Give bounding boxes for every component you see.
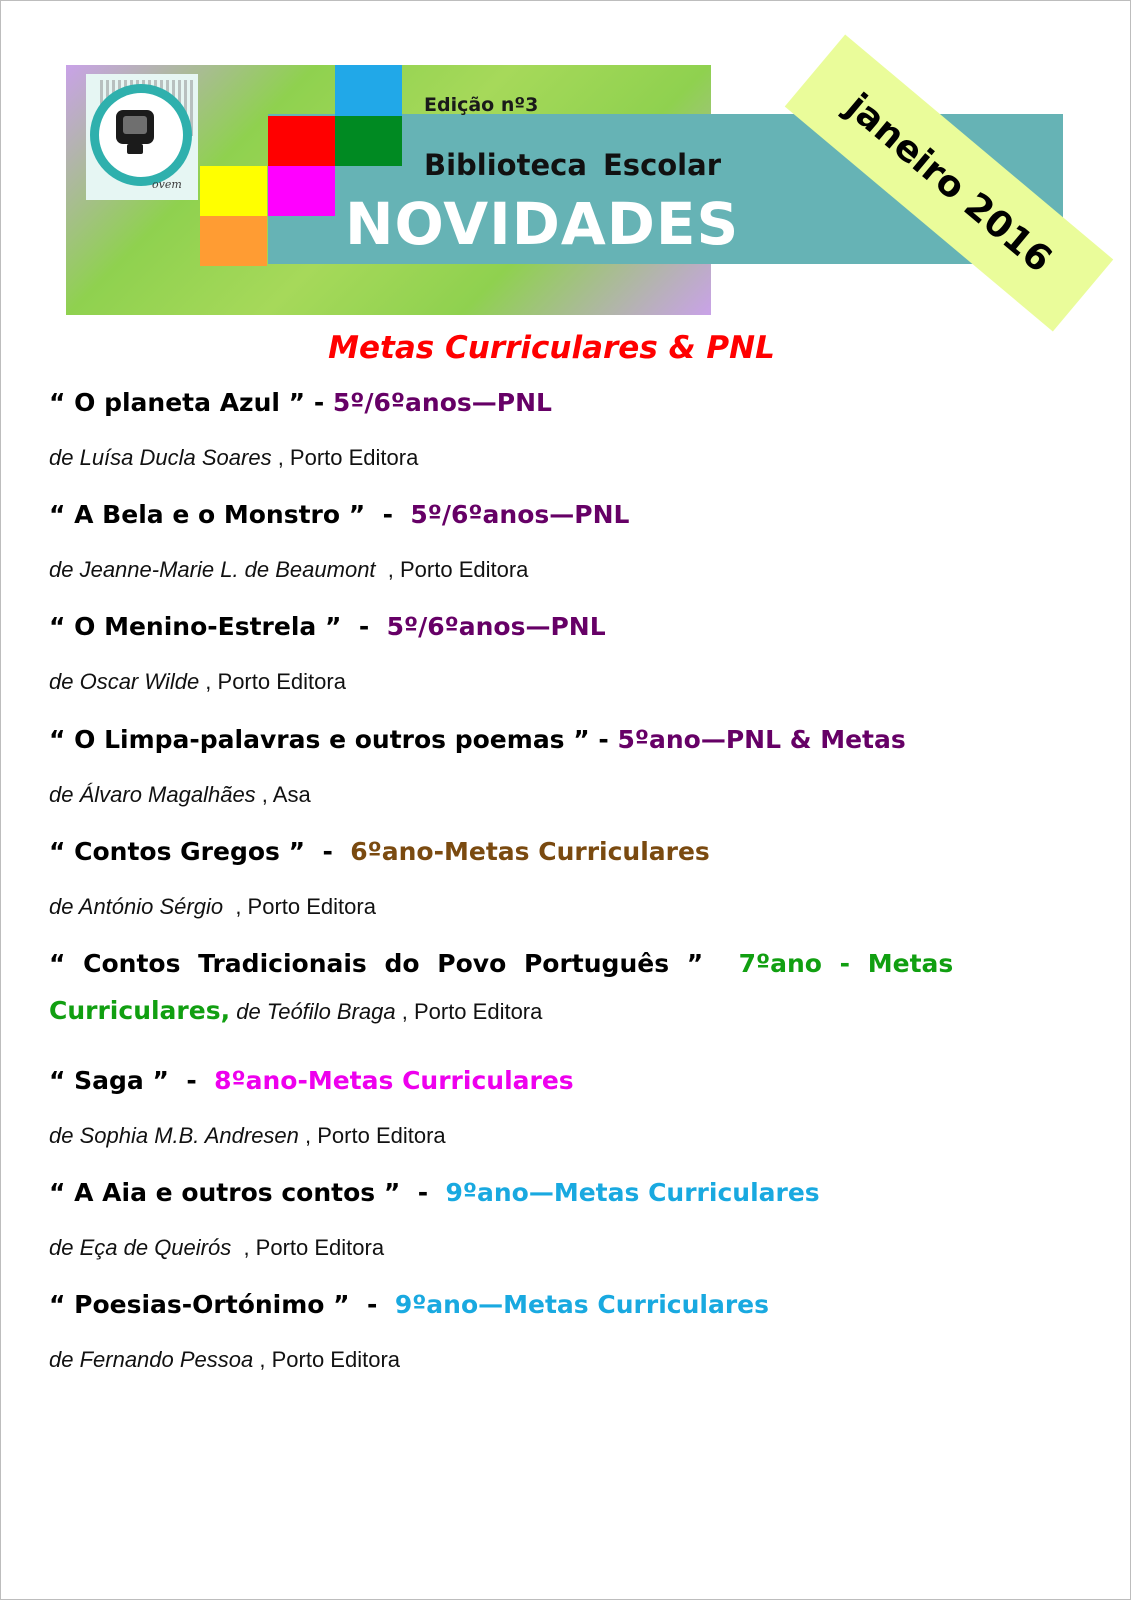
- school-level: 8ºano-Metas Curriculares: [214, 1066, 574, 1095]
- title-separator: -: [305, 837, 351, 866]
- book-title: “ Poesias-Ortónimo ”: [49, 1290, 350, 1319]
- author-name: de Fernando Pessoa: [49, 1347, 254, 1372]
- book-title-line: [49, 837, 1059, 866]
- book-entry: [49, 500, 1059, 583]
- publisher: , Porto Editora: [223, 894, 376, 919]
- book-title: “ Saga ”: [49, 1066, 169, 1095]
- library-logo: [86, 74, 198, 200]
- school-level: 7ºano - Metas: [738, 949, 954, 978]
- title-separator: -: [305, 388, 333, 417]
- author-name: de António Sérgio: [49, 894, 224, 919]
- logo-text: ovem: [152, 178, 182, 191]
- tv-icon: [116, 110, 154, 144]
- color-square-green: [335, 116, 402, 166]
- school-level-continued: Curriculares,: [49, 996, 231, 1025]
- publisher: , Asa: [255, 782, 311, 807]
- author-line: [49, 996, 1059, 1025]
- book-title-line: [49, 388, 1059, 417]
- school-level: 9ºano—Metas Curriculares: [394, 1290, 769, 1319]
- author-line: [49, 1123, 1059, 1149]
- color-square-yellow: [200, 166, 267, 216]
- book-title: “ A Aia e outros contos ”: [49, 1178, 401, 1207]
- book-entry: [49, 1290, 1059, 1373]
- color-square-orange: [200, 216, 267, 266]
- author-name: de Teófilo Braga: [230, 999, 396, 1024]
- book-title-line: [49, 725, 1059, 754]
- publisher: , Porto Editora: [231, 1235, 385, 1260]
- school-level: 5º/6ºanos—PNL: [410, 500, 630, 529]
- book-entry: [49, 949, 1059, 1025]
- publisher: , Porto Editora: [395, 999, 543, 1024]
- author-name: de Sophia M.B. Andresen: [49, 1123, 299, 1148]
- section-title-text: Metas Curriculares & PNL: [328, 330, 775, 366]
- author-line: [49, 1235, 1059, 1261]
- tv-screen: [123, 116, 147, 134]
- publisher: , Porto Editora: [199, 669, 346, 694]
- author-line: [49, 669, 1059, 695]
- author-name: de Luísa Ducla Soares: [49, 445, 272, 470]
- title-separator: -: [349, 1290, 395, 1319]
- author-line: [49, 557, 1059, 583]
- edition-label: Edição nº3: [424, 94, 539, 116]
- book-title: “ Contos Tradicionais do Povo Português ”: [49, 949, 704, 978]
- publisher: , Porto Editora: [253, 1347, 401, 1372]
- title-separator: -: [365, 500, 411, 529]
- title-separator: -: [168, 1066, 215, 1095]
- author-line: [49, 445, 1059, 471]
- author-name: de Jeanne-Marie L. de Beaumont: [49, 557, 376, 582]
- book-title: “ A Bela e o Monstro ”: [49, 500, 366, 529]
- publisher: , Porto Editora: [298, 1123, 446, 1148]
- school-level: 6ºano-Metas Curriculares: [350, 837, 710, 866]
- tv-stand: [127, 144, 143, 154]
- book-title: “ O Menino-Estrela ”: [49, 612, 342, 641]
- author-line: [49, 782, 1059, 808]
- title-separator: -: [589, 725, 618, 754]
- color-square-cyan: [335, 65, 402, 117]
- book-entry: [49, 837, 1059, 920]
- book-entry: [49, 388, 1059, 471]
- section-title: [0, 330, 1131, 366]
- school-level: 9ºano—Metas Curriculares: [445, 1178, 820, 1207]
- title-separator: -: [341, 612, 387, 641]
- book-title-line: [49, 612, 1059, 641]
- headline: NOVIDADES: [345, 190, 740, 258]
- book-title: “ O planeta Azul ”: [49, 388, 306, 417]
- title-separator: -: [400, 1178, 446, 1207]
- book-entry: [49, 1066, 1059, 1149]
- author-name: de Oscar Wilde: [49, 669, 200, 694]
- book-title-line: [49, 1066, 1059, 1095]
- publisher: , Porto Editora: [375, 557, 529, 582]
- author-line: [49, 894, 1059, 920]
- book-title-line: [49, 1178, 1059, 1207]
- book-title-line: [49, 949, 1059, 978]
- book-title-line: [49, 1290, 1059, 1319]
- school-level: 5ºano—PNL & Metas: [617, 725, 906, 754]
- book-title: “ Contos Gregos ”: [49, 837, 306, 866]
- date-label: janeiro 2016: [838, 85, 1060, 281]
- author-line: [49, 1347, 1059, 1373]
- school-level: 5º/6ºanos—PNL: [386, 612, 606, 641]
- author-name: de Eça de Queirós: [49, 1235, 232, 1260]
- publisher: , Porto Editora: [271, 445, 419, 470]
- school-level: 5º/6ºanos—PNL: [332, 388, 552, 417]
- color-square-magenta: [268, 166, 335, 216]
- book-entry: [49, 725, 1059, 808]
- book-title-line: [49, 500, 1059, 529]
- title-separator: [703, 949, 738, 978]
- book-entry: [49, 1178, 1059, 1261]
- author-name: de Álvaro Magalhães: [49, 782, 256, 807]
- library-name: Biblioteca Escolar: [424, 148, 721, 182]
- book-entry: [49, 612, 1059, 695]
- book-title: “ O Limpa-palavras e outros poemas ”: [49, 725, 590, 754]
